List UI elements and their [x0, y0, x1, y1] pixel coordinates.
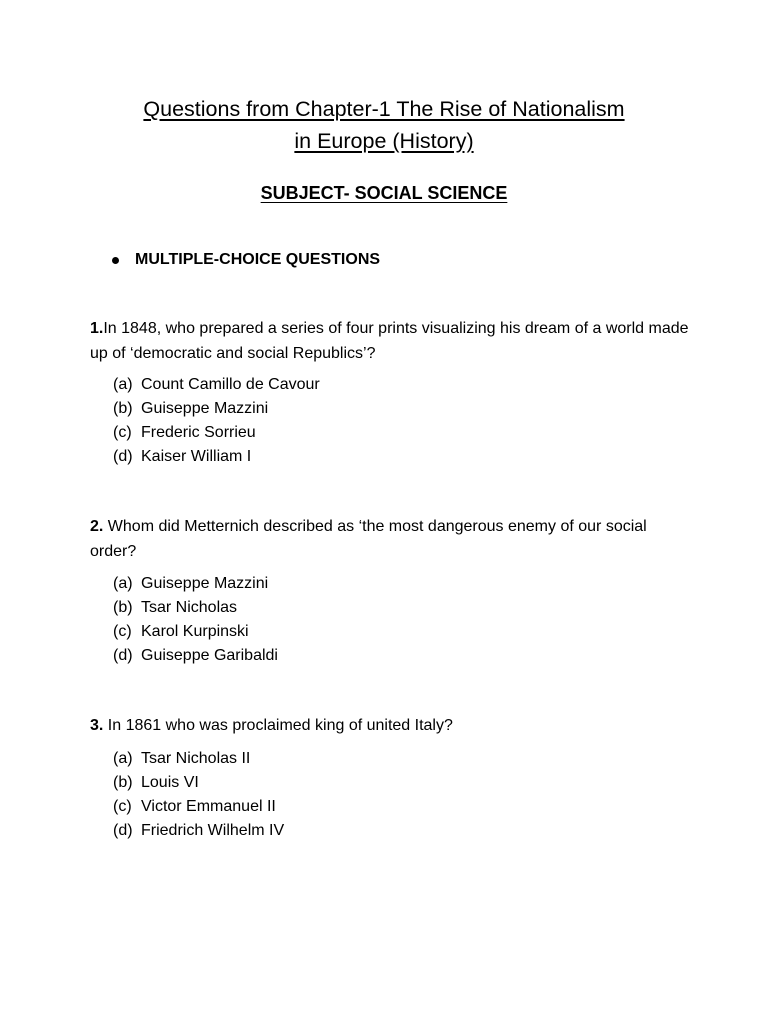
- option-letter: (d): [113, 448, 133, 465]
- option-item: [113, 644, 278, 668]
- title-line-1: Questions from Chapter-1 The Rise of Nationalism: [143, 97, 625, 121]
- option-text: Guiseppe Mazzini: [141, 400, 269, 417]
- option-text: Victor Emmanuel II: [141, 798, 276, 815]
- option-item: [113, 373, 320, 397]
- option-letter: (c): [113, 424, 132, 441]
- option-item: [113, 445, 320, 469]
- option-letter: (d): [113, 822, 133, 839]
- option-letter: (c): [113, 798, 132, 815]
- option-text: Friedrich Wilhelm IV: [141, 822, 285, 839]
- option-item: [113, 747, 284, 771]
- option-letter: (c): [113, 623, 132, 640]
- question-1-number: 1.: [90, 320, 104, 337]
- option-letter: (a): [113, 750, 133, 767]
- option-item: [113, 421, 320, 445]
- question-1-options: [113, 373, 320, 469]
- option-letter: (d): [113, 647, 133, 664]
- question-3: [90, 713, 690, 738]
- option-letter: (b): [113, 400, 133, 417]
- question-2-number: 2.: [90, 518, 104, 535]
- section-heading: [112, 249, 380, 271]
- question-1: [90, 316, 690, 366]
- question-3-number: 3.: [90, 717, 104, 734]
- document-title: [0, 93, 768, 157]
- question-3-options: [113, 747, 284, 843]
- option-text: Guiseppe Mazzini: [141, 575, 269, 592]
- question-2-text: Whom did Metternich described as ‘the most dangerous enemy of our social order?: [90, 518, 647, 560]
- option-item: [113, 819, 284, 843]
- option-text: Tsar Nicholas II: [141, 750, 251, 767]
- option-item: [113, 572, 278, 596]
- option-text: Karol Kurpinski: [141, 623, 249, 640]
- title-line-2: in Europe (History): [294, 129, 474, 153]
- option-letter: (a): [113, 575, 133, 592]
- option-text: Frederic Sorrieu: [141, 424, 256, 441]
- option-text: Count Camillo de Cavour: [141, 376, 320, 393]
- section-heading-label: MULTIPLE-CHOICE QUESTIONS: [135, 251, 381, 268]
- option-item: [113, 620, 278, 644]
- option-letter: (a): [113, 376, 133, 393]
- option-letter: (b): [113, 774, 133, 791]
- question-3-text: In 1861 who was proclaimed king of united Italy?: [103, 717, 453, 734]
- option-item: [113, 795, 284, 819]
- question-2-options: [113, 572, 278, 668]
- option-item: [113, 397, 320, 421]
- option-text: Tsar Nicholas: [141, 599, 238, 616]
- option-text: Guiseppe Garibaldi: [141, 647, 278, 664]
- option-letter: (b): [113, 599, 133, 616]
- option-item: [113, 771, 284, 795]
- question-1-text: In 1848, who prepared a series of four prints visualizing his dream of a world made up of ‘democratic and social Republics’?: [90, 320, 689, 362]
- option-text: Kaiser William I: [141, 448, 252, 465]
- question-2: [90, 514, 690, 564]
- option-text: Louis VI: [141, 774, 199, 791]
- subject-heading: SUBJECT- SOCIAL SCIENCE: [260, 183, 508, 203]
- bullet-icon: [112, 257, 119, 264]
- option-item: [113, 596, 278, 620]
